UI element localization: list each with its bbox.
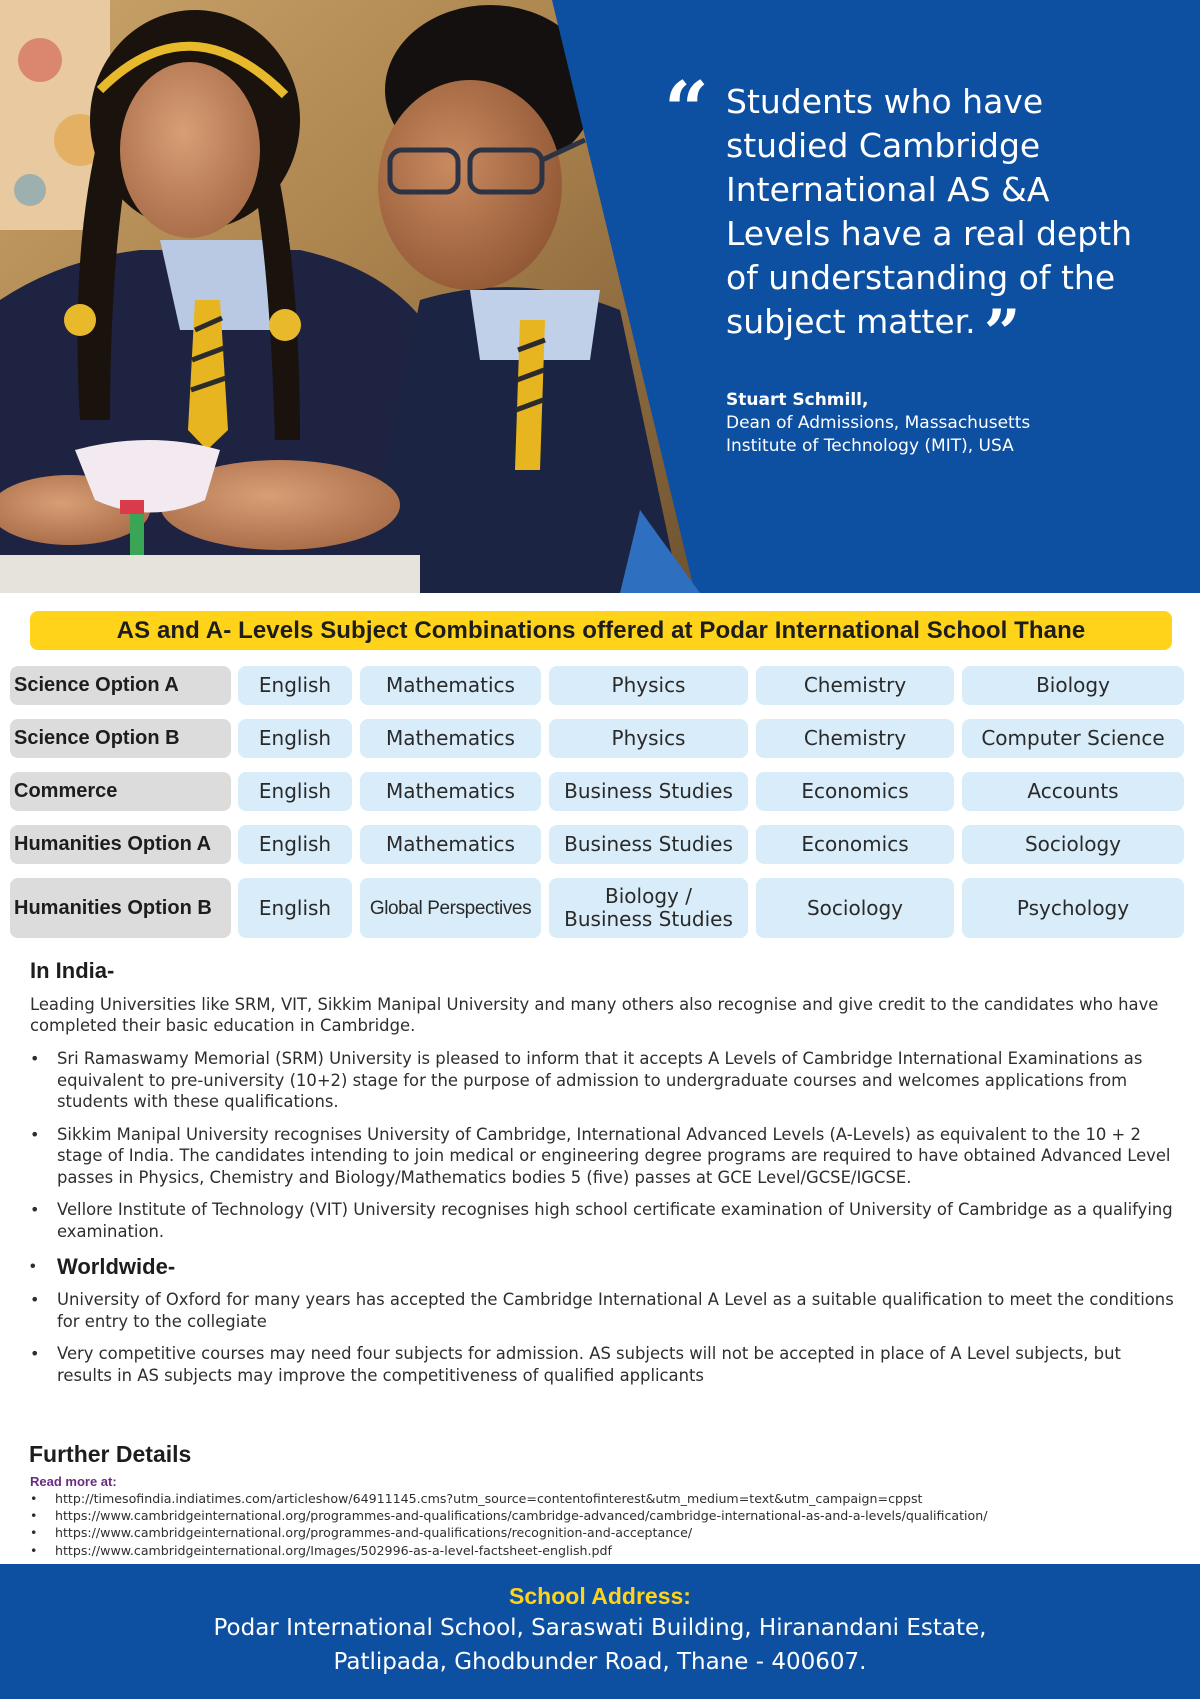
reference-links <box>30 1490 1180 1559</box>
subject-cell: Psychology <box>962 878 1184 938</box>
subject-cell: Physics <box>549 719 748 758</box>
recognition-section <box>30 958 1175 1397</box>
address-line1: Podar International School, Saraswati Building, Hiranandani Estate, <box>213 1615 987 1641</box>
row-label: Commerce <box>10 772 231 811</box>
subject-cell: Computer Science <box>962 719 1184 758</box>
list-item: • Sri Ramaswamy Memorial (SRM) University is pleased to inform that it accepts A Levels of Cambridge International Examinations as equivalent to pre-university (10+2) stage for the purpose of admission to undergraduate courses and welcomes applications from students with these qualifications. <box>30 1048 1175 1113</box>
address-title: School Address: <box>509 1583 691 1609</box>
list-item: • Vellore Institute of Technology (VIT) University recognises high school certificate examination of University of Cambridge as a qualifying examination. <box>30 1199 1175 1242</box>
subjects-banner <box>30 611 1172 650</box>
address-line2: Patlipada, Ghodbunder Road, Thane - 400607. <box>333 1649 867 1675</box>
subjects-banner-title: AS and A- Levels Subject Combinations offered at Podar International School Thane <box>116 616 1086 644</box>
close-quote-icon: ” <box>983 296 1021 371</box>
open-quote-icon: “ <box>664 65 709 156</box>
subject-cell: Economics <box>756 825 954 864</box>
table-row <box>10 666 1192 705</box>
hero-section <box>0 0 1200 593</box>
address-footer <box>0 1564 1200 1699</box>
quote-author <box>726 388 1030 458</box>
quote-line: studied Cambridge <box>726 126 1041 165</box>
subject-cell: English <box>238 772 352 811</box>
quote-line: Students who have <box>726 82 1044 121</box>
list-item: • Sikkim Manipal University recognises University of Cambridge, International Advanced Levels (A-Levels) as equivalent to the 10 + 2 stage of India. The candidates intending to join medical or engineering degree programs are required to have obtained Advanced Level passes in Physics, Chemistry and Biology/Mathematics bodies 5 (five) passes at GCE Level/GCSE/IGCSE. <box>30 1124 1175 1189</box>
subject-cell-two-line <box>549 878 748 938</box>
india-intro: Leading Universities like SRM, VIT, Sikkim Manipal University and many others also recognise and give credit to the candidates who have completed their basic education in Cambridge. <box>30 995 1159 1035</box>
quote-line: Levels have a real depth <box>726 214 1133 253</box>
subject-combinations-table <box>10 666 1192 952</box>
subject-cell: Economics <box>756 772 954 811</box>
subject-cell: Biology <box>962 666 1184 705</box>
subject-cell: Chemistry <box>756 719 954 758</box>
read-more-label: Read more at: <box>30 1474 117 1489</box>
author-title-line1: Dean of Admissions, Massachusetts <box>726 413 1031 433</box>
subject-cell: Business Studies <box>549 772 748 811</box>
subject-cell: Sociology <box>962 825 1184 864</box>
row-label: Science Option B <box>10 719 231 758</box>
table-row <box>10 719 1192 758</box>
subject-cell: Global Perspectives <box>360 878 541 938</box>
recognition-list <box>30 1048 1175 1386</box>
subject-cell: Business Studies <box>549 825 748 864</box>
row-label: Humanities Option A <box>10 825 231 864</box>
subject-cell: Accounts <box>962 772 1184 811</box>
row-label: Humanities Option B <box>10 878 231 938</box>
quote-text <box>640 65 1180 371</box>
reference-link[interactable]: • https://www.cambridgeinternational.org/programmes-and-qualifications/recognition-and-acceptance/ <box>30 1524 1180 1541</box>
subject-cell-line: Business Studies <box>564 907 733 931</box>
quote-line: of understanding of the <box>726 258 1116 297</box>
reference-link[interactable]: • https://www.cambridgeinternational.org/Images/502996-as-a-level-factsheet-english.pdf <box>30 1542 1180 1559</box>
author-name: Stuart Schmill, <box>726 390 869 410</box>
subject-cell: English <box>238 666 352 705</box>
subject-cell: Mathematics <box>360 825 541 864</box>
subject-cell-line: Biology / <box>605 884 692 908</box>
quote-line: International AS &A <box>726 170 1050 209</box>
subject-cell: English <box>238 878 352 938</box>
subject-cell: English <box>238 825 352 864</box>
subject-cell: Mathematics <box>360 772 541 811</box>
worldwide-heading: • Worldwide- <box>30 1253 1175 1281</box>
subject-cell: Physics <box>549 666 748 705</box>
reference-link[interactable]: • http://timesofindia.indiatimes.com/articleshow/64911145.cms?utm_source=contentofinterest&utm_medium=text&utm_campaign=cppst <box>30 1490 1180 1507</box>
quote-line: subject matter. <box>726 302 976 341</box>
subject-cell: Mathematics <box>360 666 541 705</box>
author-title-line2: Institute of Technology (MIT), USA <box>726 436 1014 456</box>
india-heading: In India- <box>30 958 115 983</box>
subject-cell: Mathematics <box>360 719 541 758</box>
table-row <box>10 825 1192 864</box>
reference-link[interactable]: • https://www.cambridgeinternational.org/programmes-and-qualifications/cambridge-advanced/cambridge-international-as-and-a-levels/qualification/ <box>30 1507 1180 1524</box>
subject-cell: Chemistry <box>756 666 954 705</box>
quote-panel <box>640 65 1180 371</box>
further-details-heading: Further Details <box>29 1441 192 1467</box>
list-item: • Very competitive courses may need four subjects for admission. AS subjects will not be accepted in place of A Level subjects, but results in AS subjects may improve the competitiveness of qualified applicants <box>30 1343 1175 1386</box>
table-row <box>10 772 1192 811</box>
row-label: Science Option A <box>10 666 231 705</box>
subject-cell: Sociology <box>756 878 954 938</box>
list-item: • University of Oxford for many years has accepted the Cambridge International A Level as a suitable qualification to meet the conditions for entry to the collegiate <box>30 1289 1175 1332</box>
subject-cell: English <box>238 719 352 758</box>
table-row <box>10 878 1192 938</box>
